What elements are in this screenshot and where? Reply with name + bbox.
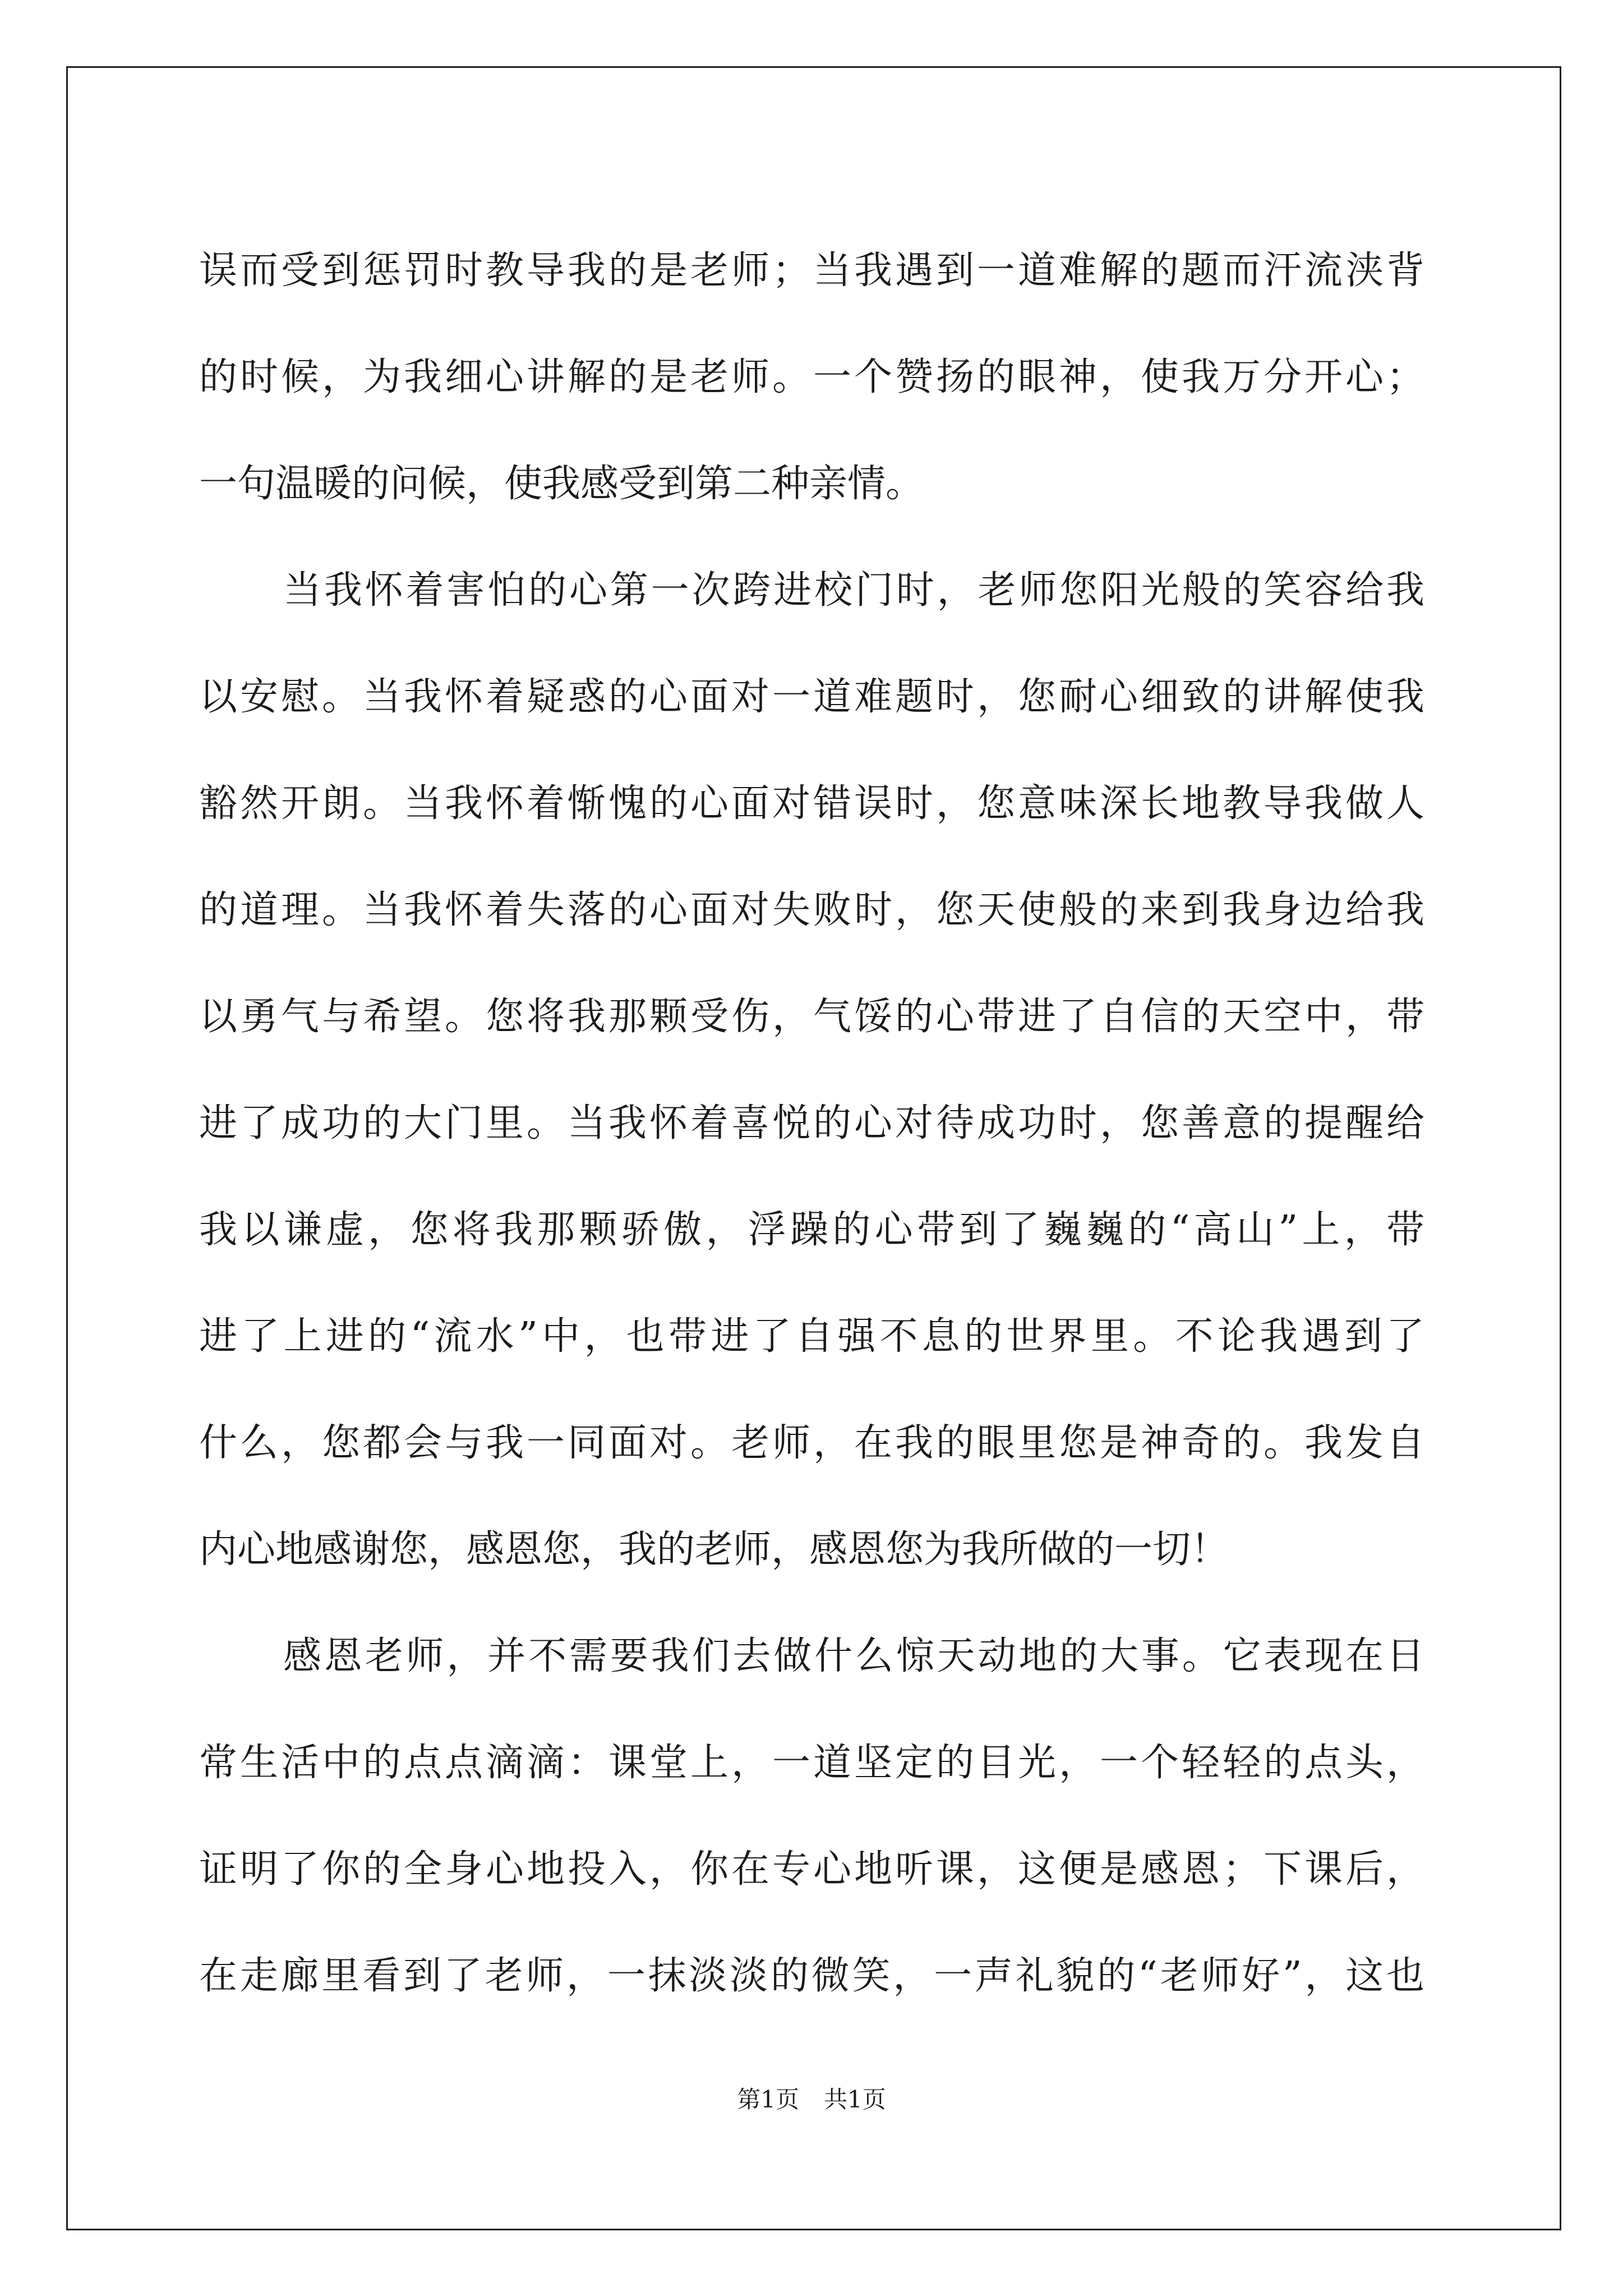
- page-number-current: 第1页: [737, 2086, 799, 2113]
- text-line: 进了成功的大门里。当我怀着喜悦的心对待成功时，您善意的提醒给: [199, 1101, 1424, 1145]
- text-line: 我以谦虚，您将我那颗骄傲，浮躁的心带到了巍巍的“高山”上，带: [199, 1208, 1424, 1252]
- text-line: 一句温暖的问候，使我感受到第二种亲情。: [199, 462, 924, 506]
- text-line: 的道理。当我怀着失落的心面对失败时，您天使般的来到我身边给我: [199, 888, 1424, 932]
- text-line: 什么，您都会与我一同面对。老师，在我的眼里您是神奇的。我发自: [199, 1421, 1424, 1465]
- document-body: [199, 218, 1424, 2030]
- text-line: 以安慰。当我怀着疑惑的心面对一道难题时，您耐心细致的讲解使我: [199, 675, 1424, 719]
- text-line: 的时候，为我细心讲解的是老师。一个赞扬的眼神，使我万分开心；: [199, 355, 1424, 399]
- text-line: 豁然开朗。当我怀着惭愧的心面对错误时，您意味深长地教导我做人: [199, 781, 1424, 826]
- text-line: 内心地感谢您，感恩您，我的老师，感恩您为我所做的一切！: [199, 1527, 1229, 1572]
- text-line: 常生活中的点点滴滴：课堂上，一道坚定的目光，一个轻轻的点头，: [199, 1741, 1424, 1785]
- page-number-total: 共1页: [824, 2086, 886, 2113]
- paragraph-first-line: 感恩老师，并不需要我们去做什么惊天动地的大事。它表现在日: [283, 1634, 1424, 1678]
- text-line: 证明了你的全身心地投入，你在专心地听课，这便是感恩；下课后，: [199, 1847, 1424, 1892]
- page-footer: [0, 2081, 1623, 2115]
- text-line: 进了上进的“流水”中，也带进了自强不息的世界里。不论我遇到了: [199, 1314, 1424, 1359]
- text-line: 在走廊里看到了老师，一抹淡淡的微笑，一声礼貌的“老师好”，这也: [199, 1954, 1424, 1998]
- paragraph-first-line: 当我怀着害怕的心第一次跨进校门时，老师您阳光般的笑容给我: [283, 568, 1424, 613]
- text-line: 以勇气与希望。您将我那颗受伤，气馁的心带进了自信的天空中，带: [199, 995, 1424, 1039]
- text-line: 误而受到惩罚时教导我的是老师；当我遇到一道难解的题而汗流浃背: [199, 249, 1424, 293]
